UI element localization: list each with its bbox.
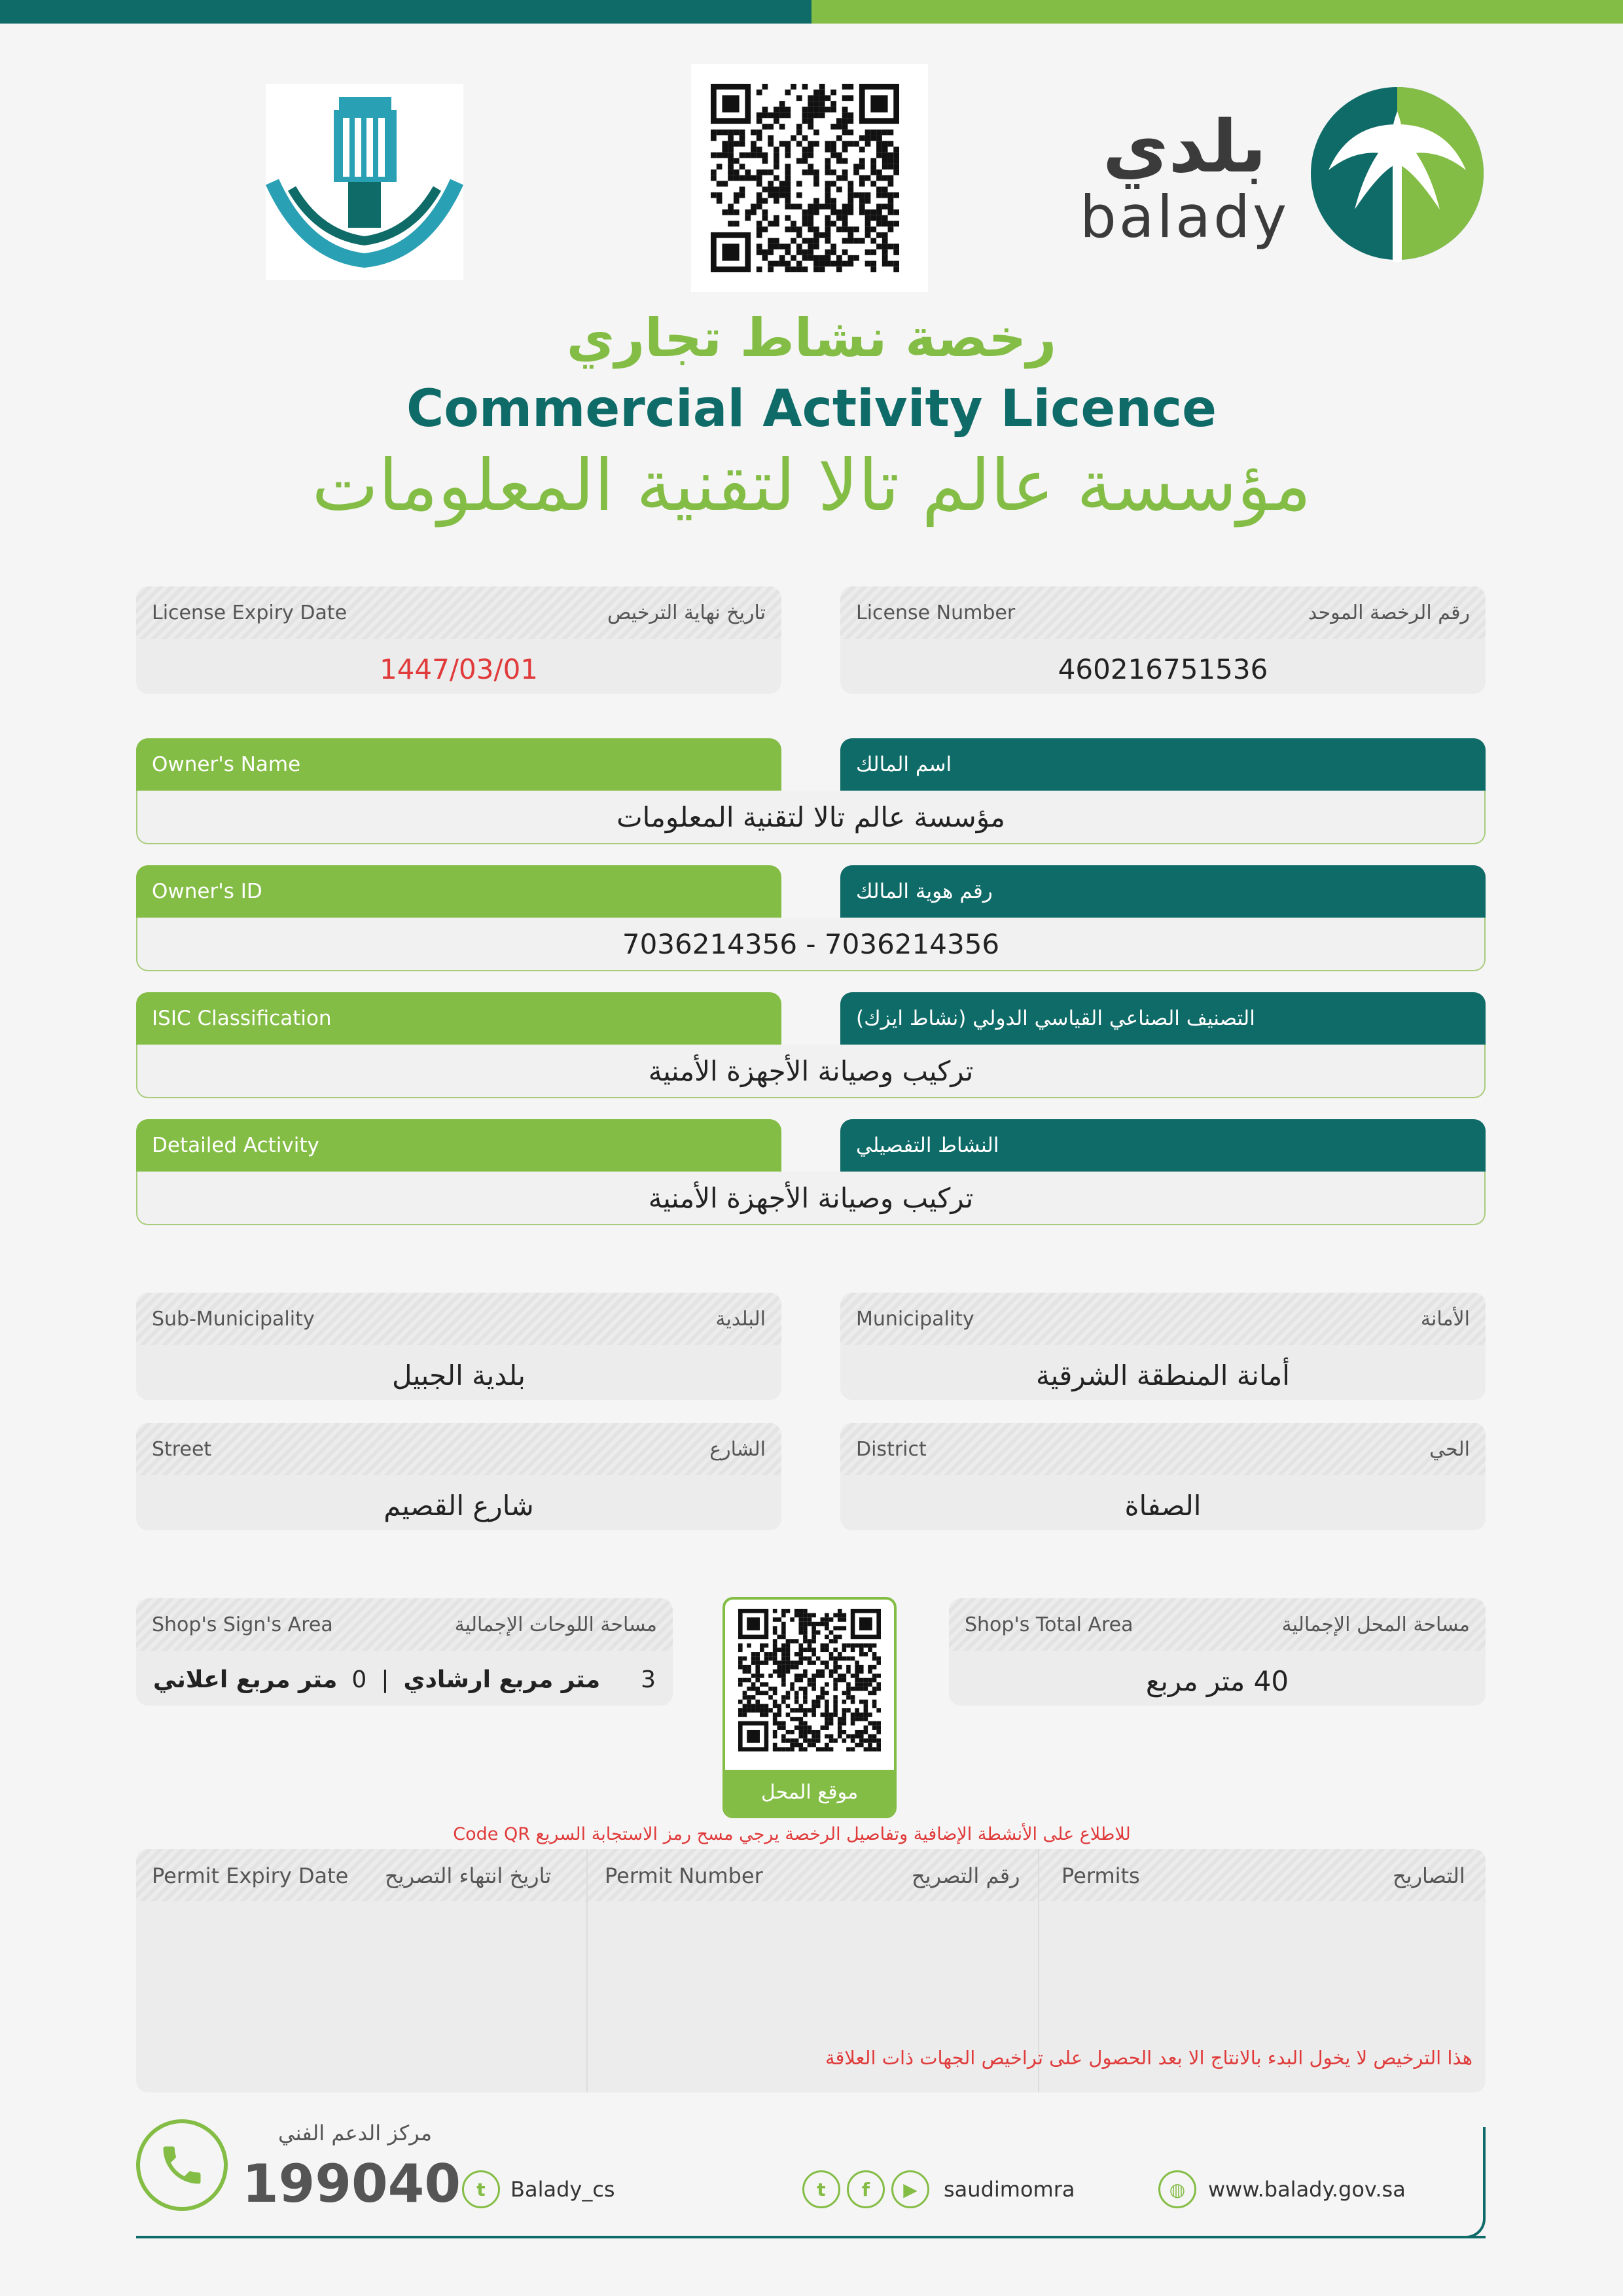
permits-label-en: Permits [1061, 1863, 1140, 1888]
detailed-activity-value: تركيب وصيانة الأجهزة الأمنية [136, 1172, 1486, 1225]
website-link[interactable] [1158, 2170, 1406, 2208]
total-area-label-ar: مساحة المحل الإجمالية [1281, 1613, 1470, 1636]
isic-value: تركيب وصيانة الأجهزة الأمنية [136, 1045, 1486, 1098]
facebook-icon[interactable]: f [847, 2170, 885, 2208]
municipality-box [840, 1293, 1486, 1400]
shop-location-label: موقع المحل [725, 1770, 894, 1816]
title-english: Commercial Activity Licence [406, 380, 1217, 439]
district-value: الصفاة [1124, 1490, 1202, 1522]
sign-guide-unit: متر مربع ارشادي [403, 1666, 601, 1693]
sign-separator: | [381, 1666, 389, 1693]
twitter-link[interactable] [462, 2170, 615, 2208]
title-arabic: رخصة نشاط تجاري [566, 308, 1057, 368]
municipality-logo [266, 84, 463, 280]
owner-name-label-ar: اسم المالك [840, 738, 1486, 791]
owner-name-value: مؤسسة عالم تالا لتقنية المعلومات [136, 791, 1486, 844]
social-handle: saudimomra [944, 2177, 1075, 2202]
submunicipality-label-ar: البلدية [715, 1307, 766, 1331]
detailed-activity-label-en: Detailed Activity [136, 1119, 781, 1172]
social-links[interactable] [802, 2170, 1075, 2208]
support-phone-number[interactable]: 199040 [242, 2153, 461, 2214]
street-box [136, 1423, 781, 1530]
license-expiry-value: 1447/03/01 [379, 653, 539, 685]
street-value: شارع القصيم [383, 1490, 534, 1522]
street-label-ar: الشارع [709, 1437, 766, 1461]
license-qr-code [691, 64, 928, 292]
submunicipality-label-en: Sub-Municipality [152, 1307, 315, 1331]
isic-label-en: ISIC Classification [136, 992, 781, 1045]
license-expiry-label-en: License Expiry Date [152, 601, 348, 624]
permit-expiry-label-ar: تاريخ انتهاء التصريح [385, 1863, 552, 1888]
municipality-label-en: Municipality [856, 1307, 974, 1331]
sign-guide-value: 3 [641, 1666, 656, 1693]
top-bar-teal [0, 0, 812, 24]
district-box [840, 1423, 1486, 1530]
total-area-label-en: Shop's Total Area [965, 1613, 1133, 1636]
total-area-value: 40 متر مربع [1145, 1665, 1289, 1697]
license-number-box [840, 586, 1486, 694]
qr-notice: للاطلاع على الأنشطة الإضافية وتفاصيل الرخصة يرجي مسح رمز الاستجابة السريع Code QR [453, 1824, 1131, 1844]
detailed-activity-label-ar: النشاط التفصيلي [840, 1119, 1486, 1172]
license-number-value: 460216751536 [1058, 653, 1268, 685]
sign-area-box [136, 1598, 673, 1706]
municipality-value: أمانة المنطقة الشرقية [1036, 1359, 1290, 1391]
permit-expiry-label-en: Permit Expiry Date [152, 1863, 349, 1888]
district-label-en: District [856, 1437, 927, 1461]
palm-emblem-icon [1309, 85, 1486, 262]
submunicipality-box [136, 1293, 781, 1400]
balady-brand-en: balady [1079, 183, 1290, 251]
owner-id-label-ar: رقم هوية المالك [840, 865, 1486, 918]
street-label-en: Street [152, 1437, 212, 1461]
permits-label-ar: التصاريح [1393, 1863, 1465, 1888]
owner-id-value: 7036214356 - 7036214356 [136, 918, 1486, 971]
sign-area-label-ar: مساحة اللوحات الإجمالية [454, 1613, 657, 1636]
license-expiry-label-ar: تاريخ نهاية الترخيص [607, 601, 766, 624]
twitter-icon[interactable]: t [802, 2170, 840, 2208]
footer-corner [1459, 2127, 1486, 2238]
owner-id-label-en: Owner's ID [136, 865, 781, 918]
balady-logo [1073, 79, 1492, 275]
sign-area-label-en: Shop's Sign's Area [152, 1613, 333, 1636]
license-expiry-box [136, 586, 781, 694]
municipality-label-ar: الأمانة [1420, 1307, 1470, 1331]
license-number-label-ar: رقم الرخصة الموحد [1308, 601, 1470, 624]
permit-disclaimer: هذا الترخيص لا يخول البدء بالانتاج الا بعد الحصول على تراخيص الجهات ذات العلاقة [825, 2047, 1472, 2069]
phone-icon[interactable] [136, 2119, 228, 2211]
total-area-box [949, 1598, 1486, 1706]
sign-area-values [136, 1651, 673, 1693]
license-number-label-en: License Number [856, 601, 1016, 624]
isic-label-ar: التصنيف الصناعي القياسي الدولي (نشاط ايزك) [840, 992, 1486, 1045]
youtube-icon[interactable]: ▶ [891, 2170, 929, 2208]
support-center-label: مركز الدعم الفني [277, 2121, 432, 2145]
top-bar-green [812, 0, 1623, 24]
website-url: www.balady.gov.sa [1208, 2177, 1406, 2202]
sign-ad-value: 0 [351, 1666, 367, 1693]
shop-location-qr[interactable] [722, 1597, 897, 1818]
globe-icon: ◍ [1158, 2170, 1196, 2208]
company-name: مؤسسة عالم تالا لتقنية المعلومات [312, 445, 1311, 527]
twitter-icon: t [462, 2170, 500, 2208]
district-label-ar: الحي [1429, 1437, 1470, 1461]
permit-number-label-ar: رقم التصريح [912, 1863, 1020, 1888]
footer-line [136, 2236, 1486, 2238]
balady-brand-ar: بلدي [1102, 105, 1267, 188]
top-color-bar [0, 0, 1623, 24]
sign-ad-unit: متر مربع اعلاني [152, 1666, 338, 1693]
permit-number-label-en: Permit Number [605, 1863, 763, 1888]
owner-name-label-en: Owner's Name [136, 738, 781, 791]
twitter-handle: Balady_cs [510, 2177, 615, 2202]
submunicipality-value: بلدية الجبيل [392, 1359, 526, 1391]
